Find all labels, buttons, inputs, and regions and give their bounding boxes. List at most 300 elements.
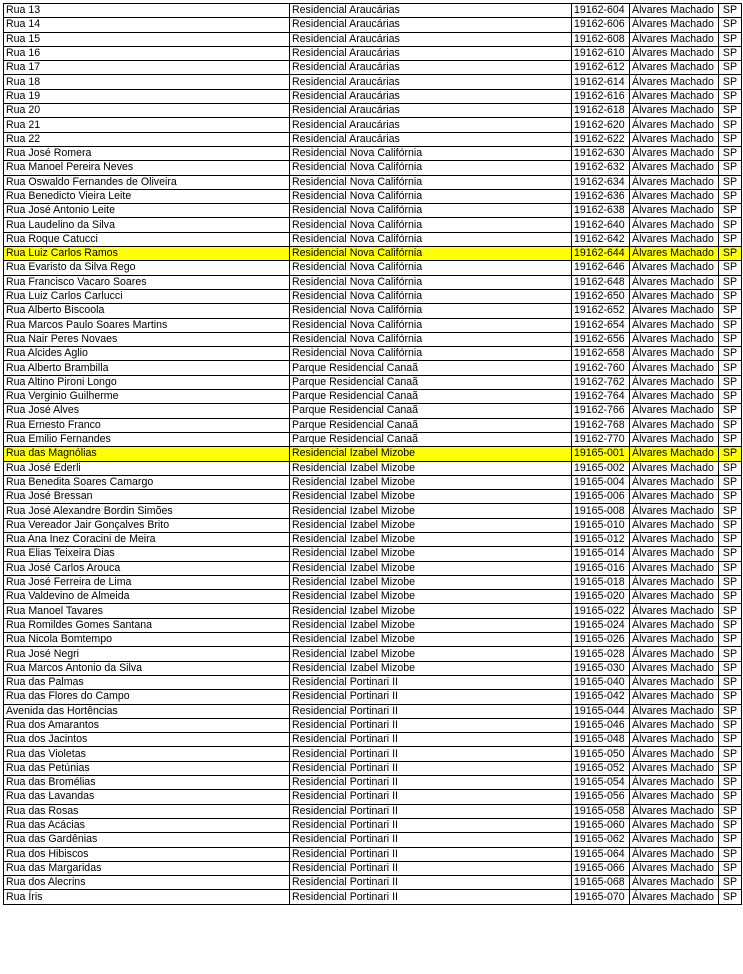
street-name-cell: Rua Alberto Brambilla [4, 361, 290, 375]
city-cell: Álvares Machado [630, 18, 719, 32]
cep-cell: 19165-068 [572, 876, 630, 890]
cep-cell: 19162-632 [572, 161, 630, 175]
cep-cell: 19165-002 [572, 461, 630, 475]
state-cell: SP [719, 89, 742, 103]
street-name-cell: Rua das Bromélias [4, 776, 290, 790]
state-cell: SP [719, 618, 742, 632]
city-cell: Álvares Machado [630, 804, 719, 818]
street-name-cell: Rua Marcos Paulo Soares Martins [4, 318, 290, 332]
city-cell: Álvares Machado [630, 718, 719, 732]
cep-cell: 19162-640 [572, 218, 630, 232]
cep-cell: 19162-634 [572, 175, 630, 189]
cep-cell: 19165-028 [572, 647, 630, 661]
city-cell: Álvares Machado [630, 690, 719, 704]
neighborhood-cell: Residencial Izabel Mizobe [290, 647, 572, 661]
street-name-cell: Rua Valdevino de Almeida [4, 590, 290, 604]
state-cell: SP [719, 604, 742, 618]
neighborhood-cell: Residencial Izabel Mizobe [290, 447, 572, 461]
neighborhood-cell: Residencial Nova Califórnia [290, 204, 572, 218]
neighborhood-cell: Residencial Nova Califórnia [290, 347, 572, 361]
cep-cell: 19165-004 [572, 475, 630, 489]
table-row [4, 618, 742, 632]
state-cell: SP [719, 575, 742, 589]
state-cell: SP [719, 175, 742, 189]
city-cell: Álvares Machado [630, 518, 719, 532]
table-row [4, 261, 742, 275]
street-name-cell: Rua Nair Peres Novaes [4, 332, 290, 346]
neighborhood-cell: Residencial Nova Califórnia [290, 261, 572, 275]
cep-cell: 19162-606 [572, 18, 630, 32]
neighborhood-cell: Residencial Portinari II [290, 804, 572, 818]
neighborhood-cell: Residencial Portinari II [290, 718, 572, 732]
city-cell: Álvares Machado [630, 404, 719, 418]
cep-cell: 19165-010 [572, 518, 630, 532]
table-row [4, 532, 742, 546]
city-cell: Álvares Machado [630, 175, 719, 189]
street-name-cell: Rua José Ferreira de Lima [4, 575, 290, 589]
street-name-cell: Rua José Romera [4, 146, 290, 160]
cep-cell: 19165-030 [572, 661, 630, 675]
neighborhood-cell: Residencial Izabel Mizobe [290, 590, 572, 604]
table-row [4, 89, 742, 103]
cep-cell: 19162-610 [572, 46, 630, 60]
table-row [4, 590, 742, 604]
state-cell: SP [719, 204, 742, 218]
street-name-cell: Rua 21 [4, 118, 290, 132]
state-cell: SP [719, 304, 742, 318]
neighborhood-cell: Residencial Portinari II [290, 704, 572, 718]
street-name-cell: Rua 19 [4, 89, 290, 103]
neighborhood-cell: Residencial Nova Califórnia [290, 318, 572, 332]
street-name-cell: Rua dos Alecrins [4, 876, 290, 890]
street-name-cell: Rua Manoel Pereira Neves [4, 161, 290, 175]
city-cell: Álvares Machado [630, 575, 719, 589]
state-cell: SP [719, 161, 742, 175]
street-name-cell: Rua José Carlos Arouca [4, 561, 290, 575]
table-row [4, 818, 742, 832]
table-row [4, 647, 742, 661]
neighborhood-cell: Residencial Araucárias [290, 118, 572, 132]
state-cell: SP [719, 661, 742, 675]
city-cell: Álvares Machado [630, 833, 719, 847]
city-cell: Álvares Machado [630, 790, 719, 804]
state-cell: SP [719, 861, 742, 875]
cep-cell: 19165-016 [572, 561, 630, 575]
street-name-cell: Rua José Alexandre Bordin Simões [4, 504, 290, 518]
street-name-cell: Rua das Palmas [4, 675, 290, 689]
table-row [4, 475, 742, 489]
street-name-cell: Rua Marcos Antonio da Silva [4, 661, 290, 675]
street-name-cell: Rua Ernesto Franco [4, 418, 290, 432]
neighborhood-cell: Residencial Nova Califórnia [290, 247, 572, 261]
table-row [4, 833, 742, 847]
neighborhood-cell: Residencial Izabel Mizobe [290, 604, 572, 618]
cep-cell: 19162-614 [572, 75, 630, 89]
city-cell: Álvares Machado [630, 375, 719, 389]
cep-cell: 19165-008 [572, 504, 630, 518]
state-cell: SP [719, 761, 742, 775]
street-name-cell: Rua Benedicto Vieira Leite [4, 189, 290, 203]
neighborhood-cell: Residencial Portinari II [290, 690, 572, 704]
state-cell: SP [719, 532, 742, 546]
cep-cell: 19165-022 [572, 604, 630, 618]
city-cell: Álvares Machado [630, 132, 719, 146]
city-cell: Álvares Machado [630, 146, 719, 160]
city-cell: Álvares Machado [630, 847, 719, 861]
cep-cell: 19165-052 [572, 761, 630, 775]
street-name-cell: Rua Laudelino da Silva [4, 218, 290, 232]
table-row [4, 404, 742, 418]
city-cell: Álvares Machado [630, 247, 719, 261]
table-row [4, 547, 742, 561]
table-row [4, 104, 742, 118]
street-name-cell: Rua Luiz Carlos Carlucci [4, 289, 290, 303]
cep-cell: 19162-650 [572, 289, 630, 303]
neighborhood-cell: Parque Residencial Canaã [290, 418, 572, 432]
cep-cell: 19165-006 [572, 490, 630, 504]
state-cell: SP [719, 418, 742, 432]
state-cell: SP [719, 75, 742, 89]
state-cell: SP [719, 390, 742, 404]
neighborhood-cell: Residencial Nova Califórnia [290, 218, 572, 232]
cep-cell: 19162-658 [572, 347, 630, 361]
city-cell: Álvares Machado [630, 618, 719, 632]
table-row [4, 504, 742, 518]
cep-cell: 19162-646 [572, 261, 630, 275]
neighborhood-cell: Parque Residencial Canaã [290, 375, 572, 389]
street-name-cell: Rua José Alves [4, 404, 290, 418]
neighborhood-cell: Residencial Nova Califórnia [290, 161, 572, 175]
city-cell: Álvares Machado [630, 332, 719, 346]
table-row [4, 733, 742, 747]
city-cell: Álvares Machado [630, 647, 719, 661]
city-cell: Álvares Machado [630, 561, 719, 575]
city-cell: Álvares Machado [630, 118, 719, 132]
cep-cell: 19165-060 [572, 818, 630, 832]
neighborhood-cell: Residencial Izabel Mizobe [290, 504, 572, 518]
table-row [4, 332, 742, 346]
table-row [4, 361, 742, 375]
city-cell: Álvares Machado [630, 232, 719, 246]
street-name-cell: Rua 22 [4, 132, 290, 146]
state-cell: SP [719, 104, 742, 118]
city-cell: Álvares Machado [630, 204, 719, 218]
city-cell: Álvares Machado [630, 661, 719, 675]
cep-cell: 19165-056 [572, 790, 630, 804]
table-row [4, 204, 742, 218]
cep-cell: 19165-001 [572, 447, 630, 461]
cep-cell: 19162-766 [572, 404, 630, 418]
state-cell: SP [719, 189, 742, 203]
city-cell: Álvares Machado [630, 161, 719, 175]
cep-cell: 19162-762 [572, 375, 630, 389]
state-cell: SP [719, 518, 742, 532]
table-row [4, 790, 742, 804]
street-name-cell: Rua dos Hibiscos [4, 847, 290, 861]
table-row [4, 189, 742, 203]
street-name-cell: Rua 17 [4, 61, 290, 75]
street-name-cell: Rua Romildes Gomes Santana [4, 618, 290, 632]
street-name-cell: Rua 16 [4, 46, 290, 60]
street-name-cell: Rua José Ederli [4, 461, 290, 475]
street-name-cell: Rua 15 [4, 32, 290, 46]
state-cell: SP [719, 561, 742, 575]
table-row [4, 132, 742, 146]
neighborhood-cell: Residencial Portinari II [290, 761, 572, 775]
neighborhood-cell: Residencial Izabel Mizobe [290, 490, 572, 504]
cep-cell: 19165-066 [572, 861, 630, 875]
state-cell: SP [719, 432, 742, 446]
table-row [4, 75, 742, 89]
city-cell: Álvares Machado [630, 361, 719, 375]
state-cell: SP [719, 275, 742, 289]
state-cell: SP [719, 375, 742, 389]
neighborhood-cell: Residencial Araucárias [290, 18, 572, 32]
street-name-cell: Rua das Magnólias [4, 447, 290, 461]
state-cell: SP [719, 733, 742, 747]
street-name-cell: Rua Íris [4, 890, 290, 904]
state-cell: SP [719, 718, 742, 732]
street-name-cell: Rua Nicola Bomtempo [4, 633, 290, 647]
state-cell: SP [719, 132, 742, 146]
table-row [4, 747, 742, 761]
table-row [4, 390, 742, 404]
table-row [4, 32, 742, 46]
table-row [4, 18, 742, 32]
neighborhood-cell: Residencial Portinari II [290, 818, 572, 832]
table-row [4, 776, 742, 790]
neighborhood-cell: Residencial Izabel Mizobe [290, 561, 572, 575]
table-row [4, 61, 742, 75]
state-cell: SP [719, 818, 742, 832]
state-cell: SP [719, 4, 742, 18]
neighborhood-cell: Residencial Nova Califórnia [290, 146, 572, 160]
city-cell: Álvares Machado [630, 418, 719, 432]
city-cell: Álvares Machado [630, 547, 719, 561]
street-name-cell: Rua José Bressan [4, 490, 290, 504]
street-name-cell: Rua Luiz Carlos Ramos [4, 247, 290, 261]
state-cell: SP [719, 704, 742, 718]
cep-cell: 19165-024 [572, 618, 630, 632]
city-cell: Álvares Machado [630, 776, 719, 790]
cep-cell: 19165-062 [572, 833, 630, 847]
state-cell: SP [719, 647, 742, 661]
cep-cell: 19162-654 [572, 318, 630, 332]
street-name-cell: Rua das Petúnias [4, 761, 290, 775]
cep-cell: 19162-768 [572, 418, 630, 432]
table-row [4, 575, 742, 589]
city-cell: Álvares Machado [630, 733, 719, 747]
city-cell: Álvares Machado [630, 704, 719, 718]
city-cell: Álvares Machado [630, 61, 719, 75]
city-cell: Álvares Machado [630, 447, 719, 461]
cep-cell: 19162-612 [572, 61, 630, 75]
cep-cell: 19162-622 [572, 132, 630, 146]
neighborhood-cell: Residencial Portinari II [290, 733, 572, 747]
city-cell: Álvares Machado [630, 218, 719, 232]
table-row [4, 275, 742, 289]
table-row [4, 175, 742, 189]
city-cell: Álvares Machado [630, 289, 719, 303]
neighborhood-cell: Residencial Nova Califórnia [290, 275, 572, 289]
state-cell: SP [719, 318, 742, 332]
state-cell: SP [719, 461, 742, 475]
street-name-cell: Rua Alberto Biscoola [4, 304, 290, 318]
neighborhood-cell: Residencial Izabel Mizobe [290, 575, 572, 589]
table-row-highlighted [4, 447, 742, 461]
neighborhood-cell: Residencial Nova Califórnia [290, 175, 572, 189]
table-row [4, 304, 742, 318]
street-name-cell: Rua das Violetas [4, 747, 290, 761]
state-cell: SP [719, 61, 742, 75]
cep-cell: 19162-648 [572, 275, 630, 289]
table-row [4, 218, 742, 232]
cep-cell: 19165-044 [572, 704, 630, 718]
neighborhood-cell: Residencial Araucárias [290, 89, 572, 103]
table-row [4, 761, 742, 775]
state-cell: SP [719, 547, 742, 561]
table-row [4, 890, 742, 904]
table-row [4, 804, 742, 818]
state-cell: SP [719, 675, 742, 689]
table-row [4, 604, 742, 618]
table-row [4, 4, 742, 18]
neighborhood-cell: Residencial Araucárias [290, 32, 572, 46]
state-cell: SP [719, 833, 742, 847]
city-cell: Álvares Machado [630, 347, 719, 361]
cep-cell: 19165-046 [572, 718, 630, 732]
street-name-cell: Rua Francisco Vacaro Soares [4, 275, 290, 289]
cep-cell: 19165-064 [572, 847, 630, 861]
street-name-cell: Rua Verginio Guilherme [4, 390, 290, 404]
street-name-cell: Rua das Flores do Campo [4, 690, 290, 704]
table-row [4, 675, 742, 689]
cep-cell: 19162-630 [572, 146, 630, 160]
cep-cell: 19165-048 [572, 733, 630, 747]
cep-cell: 19162-656 [572, 332, 630, 346]
neighborhood-cell: Residencial Araucárias [290, 104, 572, 118]
neighborhood-cell: Parque Residencial Canaã [290, 404, 572, 418]
table-row [4, 718, 742, 732]
table-row [4, 432, 742, 446]
neighborhood-cell: Residencial Izabel Mizobe [290, 618, 572, 632]
neighborhood-cell: Residencial Portinari II [290, 833, 572, 847]
city-cell: Álvares Machado [630, 532, 719, 546]
table-row-highlighted [4, 247, 742, 261]
table-row [4, 633, 742, 647]
state-cell: SP [719, 633, 742, 647]
street-name-cell: Rua dos Amarantos [4, 718, 290, 732]
neighborhood-cell: Residencial Araucárias [290, 46, 572, 60]
city-cell: Álvares Machado [630, 633, 719, 647]
cep-cell: 19162-764 [572, 390, 630, 404]
state-cell: SP [719, 347, 742, 361]
street-name-cell: Rua Vereador Jair Gonçalves Brito [4, 518, 290, 532]
state-cell: SP [719, 289, 742, 303]
state-cell: SP [719, 146, 742, 160]
city-cell: Álvares Machado [630, 504, 719, 518]
city-cell: Álvares Machado [630, 761, 719, 775]
cep-cell: 19165-020 [572, 590, 630, 604]
table-row [4, 318, 742, 332]
city-cell: Álvares Machado [630, 818, 719, 832]
neighborhood-cell: Residencial Portinari II [290, 675, 572, 689]
city-cell: Álvares Machado [630, 876, 719, 890]
street-name-cell: Rua 13 [4, 4, 290, 18]
city-cell: Álvares Machado [630, 32, 719, 46]
cep-cell: 19162-644 [572, 247, 630, 261]
cep-cell: 19165-014 [572, 547, 630, 561]
city-cell: Álvares Machado [630, 46, 719, 60]
neighborhood-cell: Parque Residencial Canaã [290, 361, 572, 375]
state-cell: SP [719, 32, 742, 46]
state-cell: SP [719, 790, 742, 804]
cep-cell: 19165-054 [572, 776, 630, 790]
cep-cell: 19165-040 [572, 675, 630, 689]
state-cell: SP [719, 261, 742, 275]
city-cell: Álvares Machado [630, 747, 719, 761]
city-cell: Álvares Machado [630, 461, 719, 475]
neighborhood-cell: Residencial Nova Califórnia [290, 232, 572, 246]
table-row [4, 490, 742, 504]
city-cell: Álvares Machado [630, 4, 719, 18]
cep-cell: 19162-760 [572, 361, 630, 375]
table-row [4, 146, 742, 160]
neighborhood-cell: Residencial Portinari II [290, 747, 572, 761]
city-cell: Álvares Machado [630, 475, 719, 489]
street-name-cell: Avenida das Hortências [4, 704, 290, 718]
neighborhood-cell: Residencial Izabel Mizobe [290, 461, 572, 475]
table-row [4, 46, 742, 60]
table-row [4, 861, 742, 875]
city-cell: Álvares Machado [630, 490, 719, 504]
neighborhood-cell: Residencial Portinari II [290, 890, 572, 904]
city-cell: Álvares Machado [630, 675, 719, 689]
state-cell: SP [719, 690, 742, 704]
neighborhood-cell: Residencial Portinari II [290, 790, 572, 804]
city-cell: Álvares Machado [630, 861, 719, 875]
state-cell: SP [719, 490, 742, 504]
state-cell: SP [719, 776, 742, 790]
cep-cell: 19162-770 [572, 432, 630, 446]
city-cell: Álvares Machado [630, 318, 719, 332]
state-cell: SP [719, 890, 742, 904]
city-cell: Álvares Machado [630, 890, 719, 904]
street-name-cell: Rua das Acácias [4, 818, 290, 832]
neighborhood-cell: Residencial Araucárias [290, 132, 572, 146]
table-row [4, 661, 742, 675]
street-name-cell: Rua Roque Catucci [4, 232, 290, 246]
cep-cell: 19162-652 [572, 304, 630, 318]
cep-cell: 19162-642 [572, 232, 630, 246]
neighborhood-cell: Residencial Izabel Mizobe [290, 633, 572, 647]
state-cell: SP [719, 118, 742, 132]
state-cell: SP [719, 18, 742, 32]
cep-cell: 19165-070 [572, 890, 630, 904]
state-cell: SP [719, 847, 742, 861]
table-row [4, 561, 742, 575]
table-row [4, 518, 742, 532]
cep-cell: 19165-042 [572, 690, 630, 704]
table-row [4, 232, 742, 246]
cep-cell: 19162-636 [572, 189, 630, 203]
neighborhood-cell: Residencial Nova Califórnia [290, 289, 572, 303]
neighborhood-cell: Parque Residencial Canaã [290, 390, 572, 404]
table-row [4, 704, 742, 718]
table-row [4, 418, 742, 432]
street-name-cell: Rua das Margaridas [4, 861, 290, 875]
table-row [4, 161, 742, 175]
